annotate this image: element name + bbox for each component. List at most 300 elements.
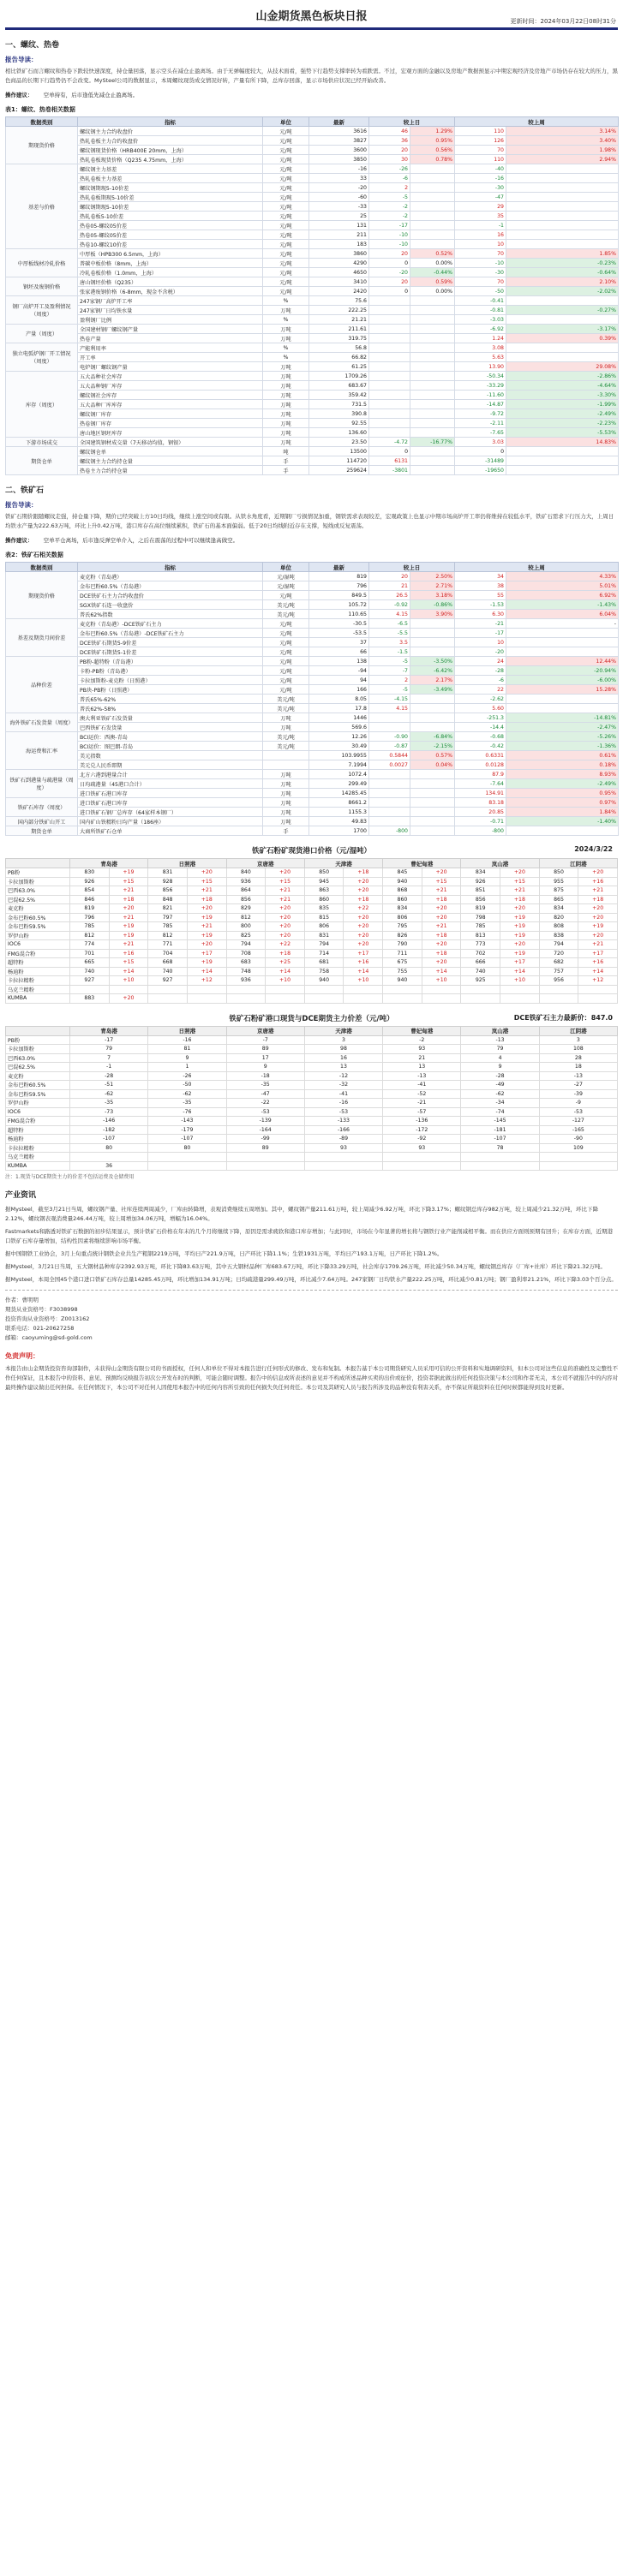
change-day [410,466,455,475]
price-value: 795 [383,922,422,932]
unit: 元/吨 [263,629,309,638]
change-day: -17 [369,221,410,230]
column-header: 较上周 [455,117,619,127]
section-ore-logic-title: 报告导读： [5,501,38,509]
port-header: 日照港 [148,859,226,868]
change-day [410,353,455,362]
change-day [369,428,410,438]
price-change [266,994,305,1004]
ore-name: 麦克粉 [6,904,70,914]
price-value [461,994,500,1004]
price-change [578,985,618,994]
change-day [410,325,455,334]
latest-value: 569.6 [309,723,369,732]
price-value: 829 [226,904,266,914]
unit: 元/吨 [263,136,309,146]
price-value: 846 [70,895,110,904]
basis-value: 9 [148,1053,226,1063]
change-week [506,704,619,713]
ore-name: KUMBA [6,994,70,1004]
change-week: -33.29 [455,381,506,391]
change-day: 4.15 [369,610,410,619]
change-day [369,306,410,315]
change-week: 87.9 [455,770,506,779]
contact-line: 期货从业资格号：F3038998 [5,1306,78,1313]
change-week: 6.30 [455,610,506,619]
basis-value: 21 [383,1053,461,1063]
indicator-name: 螺纹钢期现5-10价差 [78,202,263,212]
change-day [410,306,455,315]
change-week: -1.99% [506,400,619,409]
price-value: 936 [226,877,266,886]
indicator-name: 247家钢厂日均铁水量 [78,306,263,315]
unit: 元/吨 [263,249,309,259]
table-row [6,249,619,259]
change-day: 3.90% [410,610,455,619]
basis-value: -107 [148,1135,226,1144]
price-change: +18 [422,931,461,940]
basis-value: -50 [148,1081,226,1090]
change-week: -0.81 [455,306,506,315]
change-day [410,428,455,438]
change-week: -30 [455,268,506,277]
indicator-name: 螺纹钢期现5-10价差 [78,183,263,193]
price-value: 856 [461,895,500,904]
unit: 美元/吨 [263,742,309,751]
unit: 万吨 [263,372,309,381]
price-change: +10 [344,976,383,986]
row-group-label: 期货仓单 [6,826,78,836]
column-header: 指标 [78,117,263,127]
price-value: 771 [148,940,188,950]
change-week: -0.27% [506,306,619,315]
change-day: -0.92 [369,600,410,610]
row-group-label: 期现货价格 [6,127,78,164]
basis-value: 98 [304,1045,382,1054]
row-group-label: 产量（周度） [6,325,78,343]
port-header: 江阴港 [539,1026,617,1035]
ore-name: 杨迪粉 [6,1135,70,1144]
basis-table-title: 铁矿石粉矿港口现货与DCE期货主力价差（元/吨） [229,1014,394,1023]
change-week: -7.64 [455,779,506,789]
latest-value: 30.49 [309,742,369,751]
basis-value: 78 [461,1143,539,1153]
change-day [410,174,455,183]
industry-title: 产业资讯 [5,1191,37,1200]
change-day: 3.5 [369,638,410,647]
unit: 元/吨 [263,164,309,174]
change-week: 0.39% [506,334,619,343]
change-day [410,193,455,202]
basis-value: -35 [148,1099,226,1108]
table-row [6,994,618,1004]
basis-value: 1 [148,1063,226,1072]
column-header: 数据类别 [6,117,78,127]
change-week: 8.93% [506,770,619,779]
indicator-name: 热轧卷板5-10价差 [78,212,263,221]
price-change: +15 [187,877,226,886]
price-change: +20 [266,913,305,922]
indicator-name: 冷轧卷板价格（1.0mm，上海） [78,268,263,277]
port-header: 岚山港 [461,859,539,868]
price-change: +15 [500,877,540,886]
change-day: 0 [369,259,410,268]
latest-value: 33 [309,174,369,183]
basis-value: -136 [383,1117,461,1126]
indicator-name: 麦克粉（青岛港）-DCE铁矿石主力 [78,619,263,629]
basis-value: 28 [539,1053,617,1063]
unit: % [263,296,309,306]
price-value: 740 [461,967,500,976]
report-header [5,3,618,26]
table-row [6,456,619,466]
indicator-name: 澳大利亚铁矿石发货量 [78,713,263,723]
basis-value [383,1161,461,1171]
price-change: +20 [422,868,461,878]
basis-value: 89 [226,1045,304,1054]
basis-value: 7 [70,1053,148,1063]
change-day [410,779,455,789]
change-day: 2.71% [410,581,455,591]
price-value: 831 [148,868,188,878]
indicator-name: 螺纹钢主力基差 [78,164,263,174]
price-value: 956 [539,976,578,986]
column-header: 较上日 [369,563,455,572]
unit: 元/吨 [263,174,309,183]
unit: 元/吨 [263,287,309,296]
price-change: +20 [344,931,383,940]
ore-name: KUMBA [6,1161,70,1171]
row-group-label: 国内部分铁矿山开工 [6,817,78,826]
table-row [6,334,619,343]
change-week: -5.26% [506,732,619,742]
change-week: -1.53 [455,600,506,610]
section-rebar-logic-title: 报告导读： [5,56,38,63]
latest-value: 21.21 [309,315,369,325]
price-value: 714 [304,949,344,958]
basis-value: -7 [226,1035,304,1045]
table-row [6,877,618,886]
change-week: -0.68 [455,732,506,742]
basis-value: -13 [383,1071,461,1081]
unit: 万吨 [263,334,309,343]
change-week: -19650 [455,466,506,475]
table-row [6,572,619,581]
table-row [6,1089,618,1099]
basis-value: -92 [383,1135,461,1144]
price-change: +18 [344,895,383,904]
price-value: 675 [383,958,422,968]
basis-value: -28 [70,1071,148,1081]
price-value: 940 [383,877,422,886]
unit: % [263,353,309,362]
ore-name: 金布巴粉60.5% [6,913,70,922]
spot-table-title: 铁矿石粉矿现货港口价格（元/湿吨） [251,847,372,856]
basis-grid [5,1026,618,1172]
table-row [6,400,619,409]
unit: 吨 [263,447,309,456]
price-value [148,985,188,994]
basis-main-value: 847.0 [590,1013,613,1022]
latest-value: 75.6 [309,296,369,306]
ore-name: 麦克粉 [6,1071,70,1081]
unit: 元/吨 [263,647,309,657]
change-day [410,372,455,381]
update-time: 更新时间：2024年03月22日08时31分 [510,18,616,25]
indicator-name: 卡拉加斯粉-麦克粉（日照港） [78,676,263,685]
change-week: 3.08 [455,343,506,353]
change-day: -1.5 [369,647,410,657]
indicator-name: 螺纹钢现货价格（HRB400E 20mm，上海） [78,146,263,155]
latest-value: 1700 [309,826,369,836]
latest-value: 105.72 [309,600,369,610]
change-day: 30 [369,155,410,164]
basis-value: -165 [539,1125,617,1135]
change-week [506,466,619,475]
latest-value: 796 [309,581,369,591]
basis-value: -107 [70,1135,148,1144]
latest-value: 23.50 [309,438,369,447]
change-week [506,447,619,456]
price-change [266,985,305,994]
price-value: 925 [461,976,500,986]
price-change: +20 [344,877,383,886]
price-change: +18 [422,895,461,904]
price-value: 797 [148,913,188,922]
table-row [6,1143,618,1153]
latest-value: 166 [309,685,369,695]
latest-value: -94 [309,666,369,676]
basis-value: 3 [304,1035,382,1045]
change-day: 20 [369,277,410,287]
change-day [369,381,410,391]
indicator-name: 五大品种社会库存 [78,372,263,381]
price-change: +14 [109,967,148,976]
basis-value: -35 [226,1081,304,1090]
table-row [6,1045,618,1054]
price-value: 955 [539,877,578,886]
ore-name: 卡拉拉精粉 [6,976,70,986]
price-change: +19 [500,949,540,958]
spot-table-date: 2024/3/22 [574,845,613,853]
table-row [6,438,619,447]
change-day: -800 [369,826,410,836]
price-change: +18 [187,895,226,904]
change-week [506,826,619,836]
basis-value: -139 [226,1117,304,1126]
basis-value: 93 [383,1143,461,1153]
unit: 万吨 [263,808,309,817]
ore-name: 超特粉 [6,958,70,968]
basis-value: 80 [148,1143,226,1153]
latest-value: -53.5 [309,629,369,638]
change-week: 1.98% [506,146,619,155]
table-row [6,949,618,958]
latest-value: 211 [309,230,369,240]
ore-name: IOC6 [6,1107,70,1117]
change-day: -10 [369,230,410,240]
change-day: 0.00% [410,287,455,296]
price-value: 798 [461,913,500,922]
price-change: +19 [187,958,226,968]
change-day: -6 [369,174,410,183]
change-week: 3.03 [455,438,506,447]
table-row [6,325,619,334]
unit: 手 [263,456,309,466]
op-text: 空单平仓离场，后市逢反弹空单介入，之后在震荡的过程中可以继续逢高做空。 [43,537,239,544]
change-week: 0.61% [506,751,619,760]
table-row [6,704,619,713]
indicator-name: 热卷主力合约持仓量 [78,466,263,475]
change-week: 0.97% [506,798,619,808]
latest-value: 211.61 [309,325,369,334]
latest-value: 359.42 [309,391,369,400]
indicator-name: 北方六港到港量合计 [78,770,263,779]
change-day: 21 [369,581,410,591]
port-header: 京唐港 [226,859,304,868]
change-week: 4.33% [506,572,619,581]
indicator-name: 热轧卷板主力基差 [78,174,263,183]
change-week: 126 [455,136,506,146]
price-change: +20 [344,922,383,932]
change-day [369,325,410,334]
unit: 元/吨 [263,268,309,277]
table-row [6,742,619,751]
price-change: +20 [266,931,305,940]
change-day [369,419,410,428]
column-header: 较上周 [455,563,619,572]
column-header: 指标 [78,563,263,572]
price-change: +18 [578,895,618,904]
price-value: 856 [148,886,188,896]
change-day: 2.17% [410,676,455,685]
indicator-name: 全国建材钢厂螺纹钢产量 [78,325,263,334]
indicator-name: 大商所铁矿石仓单 [78,826,263,836]
change-week: -800 [455,826,506,836]
latest-value: 61.25 [309,362,369,372]
indicator-name: 麦克粉（青岛港） [78,572,263,581]
price-value: 806 [304,922,344,932]
price-value: 796 [70,913,110,922]
price-change: +21 [578,886,618,896]
row-group-label: 独立电弧炉钢厂开工情况（周度） [6,343,78,372]
latest-value: 1446 [309,713,369,723]
basis-value: -13 [461,1035,539,1045]
price-change: +20 [422,958,461,968]
price-change: +18 [422,949,461,958]
change-week: -2.62 [455,695,506,704]
price-value: 813 [461,931,500,940]
basis-value: -99 [226,1135,304,1144]
change-day: 3.18% [410,591,455,600]
price-change: +17 [578,949,618,958]
unit: 元/湿吨 [263,572,309,581]
unit: % [263,343,309,353]
basis-value: -34 [461,1099,539,1108]
unit: 万吨 [263,723,309,732]
price-change: +15 [422,877,461,886]
change-week: -14.81% [506,713,619,723]
indicator-name: 金布巴粉60.5%（青岛港） [78,581,263,591]
latest-value: 114720 [309,456,369,466]
basis-value: -13 [539,1071,617,1081]
table-row [6,174,619,183]
change-day [369,362,410,372]
price-value: 834 [383,904,422,914]
latest-value: 56.8 [309,343,369,353]
unit: 手 [263,466,309,475]
table-row [6,904,618,914]
change-week: 110 [455,155,506,164]
change-day: 2 [369,183,410,193]
indicator-name: 国内矿山铁精粉日均产量（186座） [78,817,263,826]
unit: 美元/吨 [263,610,309,619]
basis-value [304,1153,382,1162]
unit: 万吨 [263,789,309,798]
change-day: 0 [369,447,410,456]
basis-value: 9 [461,1063,539,1072]
author-contact [5,1296,618,1343]
price-change: +12 [187,976,226,986]
basis-value: 93 [304,1143,382,1153]
price-change: +10 [500,976,540,986]
price-change: +14 [422,967,461,976]
row-group-label: 铁矿石库存（周度） [6,798,78,817]
price-value: 819 [70,904,110,914]
price-value: 845 [383,868,422,878]
table-row [6,146,619,155]
price-value [539,985,578,994]
unit [263,760,309,770]
price-value: 666 [461,958,500,968]
price-change: +20 [422,940,461,950]
indicator-name: 全国建筑钢材成交量（7天移动均值，钢银） [78,438,263,447]
latest-value: 66 [309,647,369,657]
basis-value [539,1161,617,1171]
unit: 元/吨 [263,127,309,136]
indicator-name: 普碳中板价格（8mm，上海） [78,259,263,268]
price-value: 806 [383,913,422,922]
price-value: 758 [304,967,344,976]
latest-value: 319.75 [309,334,369,343]
price-value: 755 [383,967,422,976]
price-value: 785 [461,922,500,932]
change-week: 24 [455,657,506,666]
table-row [6,895,618,904]
latest-value: 4650 [309,268,369,277]
change-day: -5 [369,193,410,202]
basis-value: -27 [539,1081,617,1090]
row-group-label: 中厚板线材冷轧价格 [6,249,78,277]
unit: 元/吨 [263,240,309,249]
unit: 万吨 [263,438,309,447]
price-change: +15 [109,958,148,968]
change-day: -5 [369,685,410,695]
change-day: 0.57% [410,751,455,760]
price-change: +10 [422,976,461,986]
basis-value: -16 [148,1035,226,1045]
price-value: 800 [226,922,266,932]
price-change: +20 [500,904,540,914]
column-header: 数据类别 [6,563,78,572]
change-day [410,695,455,704]
table-row [6,1125,618,1135]
rebar-hrc-data-table [5,116,619,475]
price-value: 825 [226,931,266,940]
industry-news-item: 据中国钢铁工业协会，3月上旬重点统计钢铁企业共生产粗钢2219万吨，平均日产221.9万吨，日产环比下降1.1%；生铁1931万吨，平均日产193.1万吨，日产环比下降1.2%。 [5,1250,443,1257]
price-change: +19 [578,922,618,932]
basis-value: -182 [70,1125,148,1135]
